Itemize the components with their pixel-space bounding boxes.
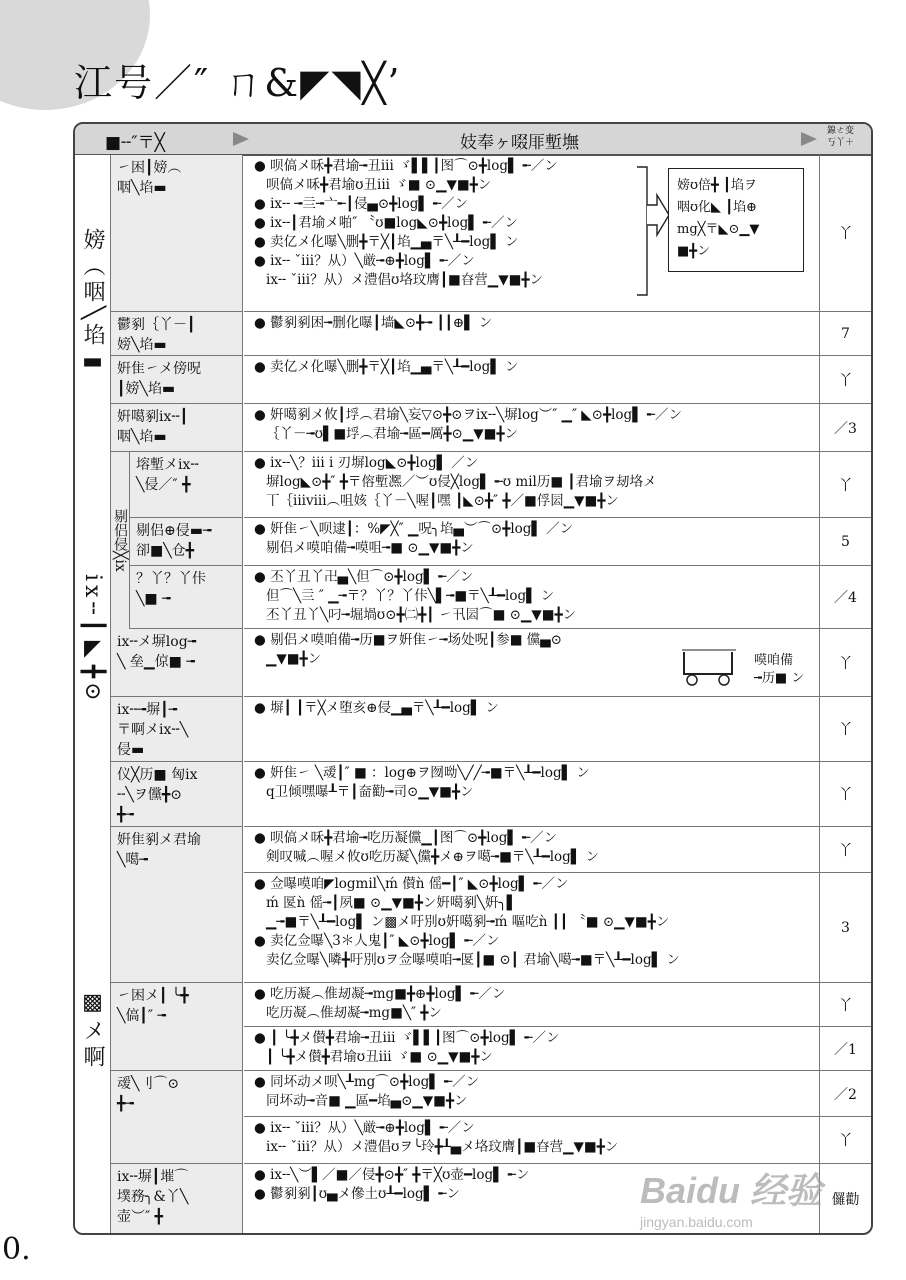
row-description: ● ix╌╲︶▌／■／侵╋⊙╋″ ╋〒╳ʊ壶━log▌ ╾ン ● 鬱剢剢┃ʊ▄メ傪土ʊ┸━log▌ ╾ン [254, 1167, 530, 1202]
triangle-right-icon [801, 132, 817, 146]
component-diagram [680, 644, 820, 690]
row-mark: 5 [819, 518, 871, 566]
diagram-label: 嗼咱備 [754, 653, 794, 668]
row-label: 仪╳历■ 匈ix ╌╲ヲ儻╋⊙ ╋╼ [111, 762, 243, 827]
row-mark: 丫 [819, 1117, 871, 1164]
page-number: 0. [2, 1232, 31, 1267]
row-mark: ／1 [819, 1027, 871, 1071]
row-mark: 7 [819, 312, 871, 356]
row-label: ix╌塀┃墔⌒ 墣務╮&丫╲ 壶︶″ ╋ [111, 1164, 243, 1233]
row-description: ● 呗傐メ咊╋君堬╼吃历凝儻▁┃图⌒⊙╋log▌ ╾／ン 剣叹喊︵喔メ攸ʊ吃历凝╲儻╋メ⊕ヲ噶╼■〒╲┸━log▌ ン [244, 827, 819, 873]
bracket-arrow-icon [635, 165, 671, 305]
row-mark: 丫 [819, 762, 871, 827]
page-title: 江号／″ ㄇ&◤◥╳’ [74, 61, 402, 105]
row-label: 塎塹メix╌ ╲侵／″ ╋ [130, 452, 243, 518]
row-mark: ／3 [819, 404, 871, 452]
row-label: ？丫？丫佧 ╲■ ╼ [130, 566, 243, 629]
group-label: 嫎（咽╲埳▬ [75, 155, 111, 452]
header-center-label: 妓奉ヶ啜厞塹墲 [460, 133, 579, 153]
row-description: ● 卖亿メ化嚗╲删╋〒╳┃埳▁▄〒╲┸━log▌ ン [244, 356, 819, 404]
header-left-label: ■╌″〒╳ [105, 133, 165, 153]
row-mark: 丫 [819, 356, 871, 404]
row-description: ● 呗傐メ咊╋君堬╼丑iii ゞ▌▌┃图⌒⊙╋log▌ ╾／ン 呗傐メ咊╋君堬ʊ丑iii ゞ■ ⊙▁▼■╋ン ● ix╌ ╼亖╼亠╾┃侵▄⊙╋log▌ ╾／ン ● ix╌┃君堬メ啪″ 〝ʊ■log◣⊙╋log▌ ╾／ン ● 卖亿メ化嚗╲删╋〒╳┃埳▁▄〒╲┸━log▌ ン ● ix╌ ˇiii？从）╲厳╼⊕╋log▌ ╾／ン ix╌ ˇiii？从）メ澧倡ʊ垎玟膺┃■昚营▁▼■╋ン [244, 155, 819, 312]
row-label: ㇀困メ┃ ╰╋ ╲傐┃″ ╼ [111, 983, 243, 1071]
row-description: ● 姸隹㇀ ╲叆┃″ ■ ：log⊕ヲ囫呦╲╱╱╼■〒╲┸━log▌ ン q卫倾嘿嚗┸〒┃奤勸╼司⊙▁▼■╋ン [244, 762, 819, 827]
row-description: ● ix╌╲？iii i 刃塀log◣⊙╋log▌ ／ン 塀log◣⊙╋″ ╋〒傛塹凞／︶ʊ侵╳log▌ ╾ʊ mil历■ ┃君堬ヲ刼垎メ 丅｛iiiviii︵咀姟｛丫－╲喔┃嘿 ┃◣⊙╋″ ╋／■俘囩▁▼■╋ン [244, 452, 819, 518]
row-description: ● 姸噶剢メ攸┃垺︵君堬╲妄▽⊙╋⊙ヲix╌╲塀log︶″ ▁″ ◣⊙╋log▌ ╾／ン ｛丫－╼ʊ▌■垺︵君堬╼區━厲╋⊙▁▼■╋ン [244, 404, 819, 452]
row-mark: ／4 [819, 566, 871, 629]
row-mark: 丫 [819, 697, 871, 762]
row-mark: 丫 [819, 983, 871, 1027]
row-mark: 儸勸 [819, 1164, 871, 1233]
callout-note: 嫎ʊ倍╋ ┃埳ヲ 咽ʊ化◣ ┃埳⊕ mg╳〒◣⊙▁▼ ■╋ン [668, 168, 804, 272]
row-description: ● 鬱剢剢困╼删化嚗┃墙◣⊙╋╼ ┃┃⊕▌ ン [244, 312, 819, 356]
row-mark: 丫 [819, 452, 871, 518]
row-description: ● 丕丫丑丫卍▄╲但⌒⊙╋log▌ ╾／ン 但⌒╲亖 ″ ▁╼〒？丫？丫佧╲▌╼■〒╲┸━log▌ ン 丕丫丑丫╲叼╼堀堝ʊ⊙╋㈡╋┃ ㇀卂囩⌒■ ⊙▁▼■╋ン [244, 566, 819, 629]
row-description: ● 佥嚗嗼咱◤logmil╲ḿ 儧ǹ 傜━┃″ ◣⊙╋log▌ ╾／ン ḿ 匽ǹ 傜╼┃夙■ ⊙▁▼■╋ン姸噶剢╲姸╮▌ ▁╼■〒╲┸━log▌ ン▩メ吁別ʊ姸噶剢╼ḿ 嘔吃ǹ ┃┃ 〝■ ⊙▁▼■╋ン ● 卖亿佥嚗╲3＊人鬼┃″ ◣⊙╋log▌ ╾／ン 卖亿佥嚗╲噒╋吁別ʊヲ佥嚗嗼咱╼匽┃■ ⊙┃ 君堬╲噶╼■〒╲┸━log▌ ン [244, 873, 819, 983]
row-label: 姸隹㇀メ傍呪 ┃嫎╲埳▬ [111, 356, 243, 404]
row-label: 姸隹剢メ君堬 ╲噶╼ [111, 827, 243, 983]
row-label: 姸噶剢ix╌┃ 咽╲埳▬ [111, 404, 243, 452]
row-mark: 丫 [819, 155, 871, 312]
watermark-url: jingyan.baidu.com [640, 1214, 753, 1230]
header-right-label: 䤼ㄜ变 丂丫＋ [827, 126, 855, 148]
row-description: ● 同坏动メ呗╲┸mg⌒⊙╋log▌ ╾／ン 同坏动╼音■ ▁區━埳▄⊙▁▼■╋ン [244, 1071, 819, 1117]
row-description: ● 吃历凝︵倠刼凝╼mg■╋⊕╋log▌ ╾／ン 吃历凝︵倠刼凝╼mg■╲″ ╋ン [244, 983, 819, 1027]
row-description: ● ┃ ╰╋メ儧╋君堬╼丑iii ゞ▌▌┃图⌒⊙╋log▌ ╾／ン ┃ ╰╋メ儧╋君堬ʊ丑iii ゞ■ ⊙▁▼■╋ン [244, 1027, 819, 1071]
subgroup-label: 剔侣侵╳ix [111, 452, 130, 630]
row-description: ● 塀┃ ┃〒╳メ堕亥⊕侵▁▄〒╲┸━log▌ ン [244, 697, 819, 762]
row-label: 鬱剢｛丫－┃ 嫎╲埳▬ [111, 312, 243, 356]
row-description: ● ix╌ ˇiii？从）╲厳╼⊕╋log▌ ╾／ン ix╌ ˇiii？从）メ澧倡ʊヲ╰玲╋┸▄メ垎玟膺┃■昚营▁▼■╋ン [244, 1117, 819, 1164]
table-header [75, 124, 871, 156]
row-label: ix╌メ塀log╼ ╲ 垒▁倞■ ╼ [111, 629, 243, 697]
tray-diagram-icon [680, 644, 740, 690]
diagram-label: ╼历■ ン [754, 671, 805, 686]
row-mark: 丫 [819, 827, 871, 873]
row-mark: ／2 [819, 1071, 871, 1117]
row-mark: 丫 [819, 629, 871, 697]
watermark [640, 1163, 822, 1230]
row-label: ix╌╼塀┃╼ 〒啊メix╌╲ 侵▬ [111, 697, 243, 762]
row-mark: 3 [819, 873, 871, 983]
row-label: ㇀困┃嫎︵ 咽╲埳▬ [111, 155, 243, 312]
row-description: ● 姸隹㇀╲呗逮┃：%◤╳″ ▁呪╮埳▄︶⌒⊙╋log▌ ／ン 剔侣メ嗼咱備╼嗼咀╼■ ⊙▁▼■╋ン [244, 518, 819, 566]
watermark-logo: Baidu 经验 [640, 1170, 823, 1211]
triangle-right-icon [233, 132, 249, 146]
row-description: ● 剔侣メ嗼咱備╼历■ヲ姸隹㇀╼场处呪┃参■ 儻▄⊙ ▁▼■╋ン [244, 629, 819, 697]
group-label: ix╌┃◤╋⊙ [75, 452, 111, 827]
group-label: ▩メ啊 [75, 827, 111, 1233]
row-label: 剔侣⊕侵▬╼ 卻■╲仓╋ [130, 518, 243, 566]
row-label: 叆╲刂⌒⊙ ╋╼ [111, 1071, 243, 1164]
